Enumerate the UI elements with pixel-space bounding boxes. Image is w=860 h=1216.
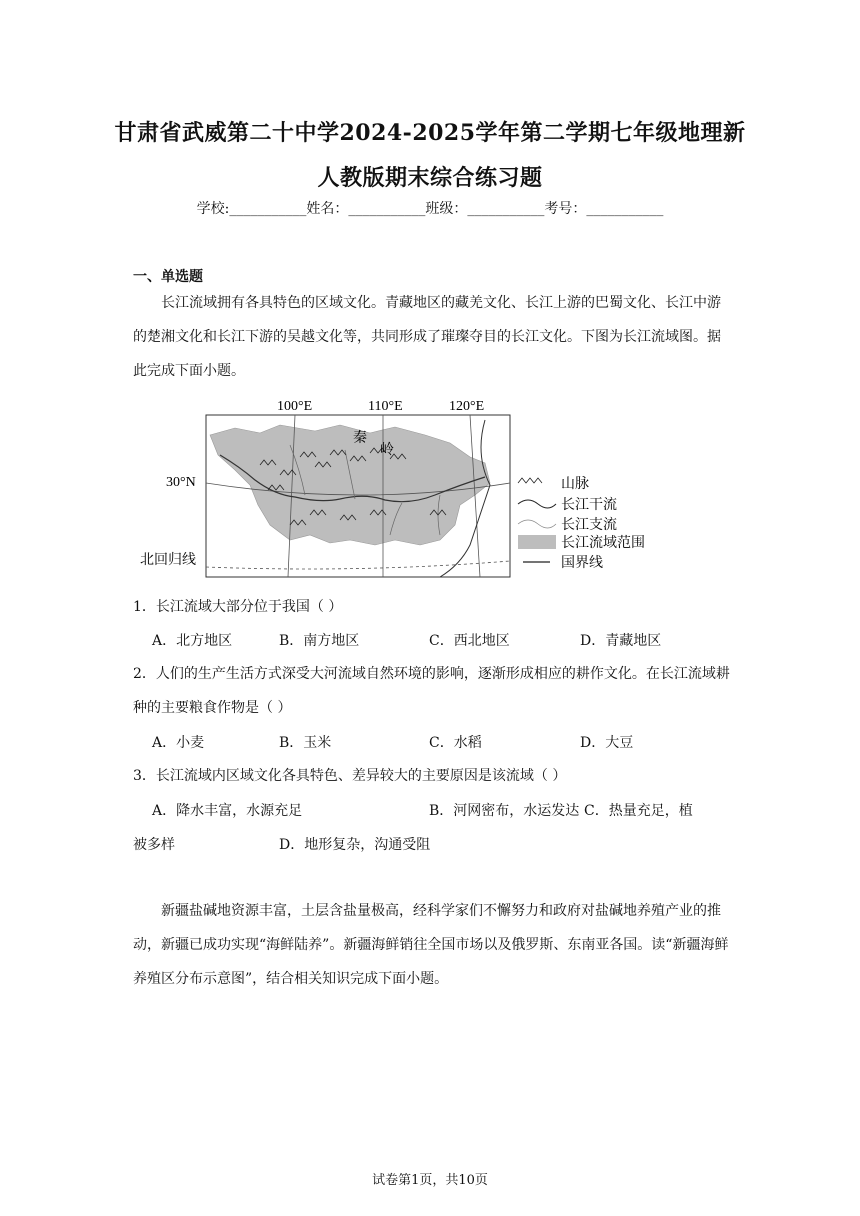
lat-label-30n: 30°N bbox=[166, 475, 196, 490]
doc-title-line2: 人教版期末综合练习题 bbox=[317, 165, 543, 191]
section-heading: 一、单选题 bbox=[133, 269, 203, 285]
question-3-stem: 3．长江流域内区域文化各具特色、差异较大的主要原因是该流域（ ） bbox=[133, 768, 567, 784]
q3-option-d[interactable]: D．地形复杂，沟通受阻 bbox=[279, 837, 431, 853]
q3-option-c[interactable]: C．热量充足，植 bbox=[584, 803, 693, 819]
q1-option-d[interactable]: D．青藏地区 bbox=[580, 633, 662, 649]
page-footer: 试卷第1页，共10页 bbox=[372, 1173, 488, 1188]
qinling-label-1: 秦 bbox=[353, 431, 367, 446]
legend-tributary: 长江支流 bbox=[561, 516, 617, 532]
legend-mainriver: 长江干流 bbox=[561, 496, 617, 512]
q1-option-c[interactable]: C．西北地区 bbox=[429, 633, 510, 649]
question-1-stem: 1．长江流域大部分位于我国（ ） bbox=[133, 599, 343, 615]
legend-tributary-symbol bbox=[518, 520, 556, 528]
map-legend bbox=[518, 475, 645, 570]
doc-title-line1: 甘肃省武威第二十中学2024-2025学年第二学期七年级地理新 bbox=[114, 120, 746, 146]
q2-option-a[interactable]: A．小麦 bbox=[152, 735, 205, 751]
legend-mainriver-symbol bbox=[518, 500, 556, 508]
lon-label-100: 100°E bbox=[277, 399, 313, 414]
legend-basin-symbol bbox=[518, 535, 556, 549]
lon-label-110: 110°E bbox=[368, 399, 403, 414]
q2-option-d[interactable]: D．大豆 bbox=[580, 735, 634, 751]
q1-option-a[interactable]: A．北方地区 bbox=[152, 633, 233, 649]
tropic-label: 北回归线 bbox=[140, 551, 196, 567]
student-info-line: 学校:___________姓名：___________班级：___________考号：___________ bbox=[196, 201, 664, 217]
q3-option-a[interactable]: A．降水丰富，水源充足 bbox=[152, 803, 303, 819]
q1-option-b[interactable]: B．南方地区 bbox=[279, 633, 360, 649]
passage-xinjiang: 新疆盐碱地资源丰富，土层含盐量极高，经科学家们不懈努力和政府对盐碱地养殖产业的推动，新疆已成功实现“海鲜陆养”。新疆海鲜销往全国市场以及俄罗斯、东南亚各国。读“新疆海鲜养殖区分布示意图”，结合相关知识完成下面小题。 bbox=[133, 903, 729, 987]
q3-option-c-cont: 被多样 bbox=[133, 837, 175, 853]
legend-border: 国界线 bbox=[561, 554, 603, 570]
qinling-label-2: 岭 bbox=[380, 443, 394, 458]
lon-label-120: 120°E bbox=[449, 399, 485, 414]
legend-basin: 长江流域范围 bbox=[561, 534, 645, 550]
yangtze-basin-map bbox=[140, 395, 680, 584]
q2-option-c[interactable]: C．水稻 bbox=[429, 735, 482, 751]
legend-mountain-symbol bbox=[518, 478, 542, 483]
q3-option-b[interactable]: B．河网密布，水运发达 bbox=[429, 803, 580, 819]
question-2-stem: 2．人们的生产生活方式深受大河流域自然环境的影响，逐渐形成相应的耕作文化。在长江流域耕种的主要粮食作物是（ ） bbox=[133, 666, 730, 716]
q2-option-b[interactable]: B．玉米 bbox=[279, 735, 332, 751]
legend-mountain: 山脉 bbox=[561, 475, 589, 491]
passage-yangtze: 长江流域拥有各具特色的区域文化。青藏地区的藏羌文化、长江上游的巴蜀文化、长江中游的楚湘文化和长江下游的吴越文化等，共同形成了璀璨夺目的长江文化。下图为长江流域图。据此完成下面小题。 bbox=[133, 295, 721, 379]
